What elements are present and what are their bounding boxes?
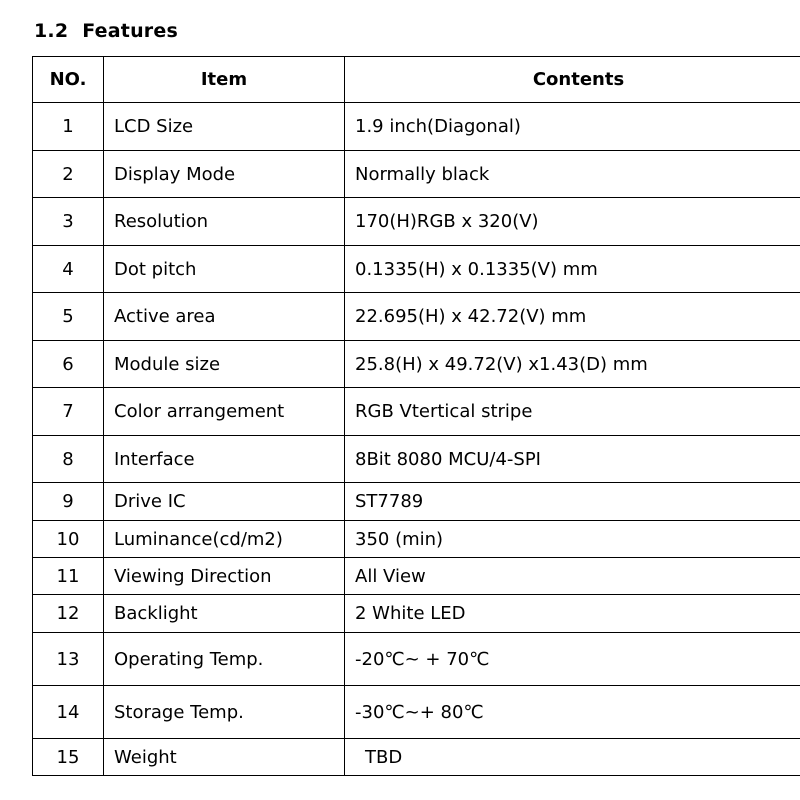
row-contents: ST7789 <box>345 483 800 521</box>
row-contents: Normally black <box>345 151 800 198</box>
row-number: 2 <box>33 151 104 198</box>
row-item: Luminance(cd/m2) <box>104 521 345 558</box>
header-no: NO. <box>33 57 104 103</box>
row-item: LCD Size <box>104 103 345 151</box>
row-contents: 1.9 inch(Diagonal) <box>345 103 800 151</box>
row-item: Display Mode <box>104 151 345 198</box>
row-item: Weight <box>104 739 345 776</box>
row-number: 4 <box>33 246 104 293</box>
row-item: Active area <box>104 293 345 341</box>
row-contents: 2 White LED <box>345 595 800 633</box>
section-heading <box>34 20 178 42</box>
row-number: 13 <box>33 633 104 686</box>
row-contents: 0.1335(H) x 0.1335(V) mm <box>345 246 800 293</box>
header-item: Item <box>104 57 345 103</box>
row-item: Resolution <box>104 198 345 246</box>
row-item: Backlight <box>104 595 345 633</box>
header-contents: Contents <box>345 57 800 103</box>
row-number: 11 <box>33 558 104 595</box>
row-number: 7 <box>33 388 104 436</box>
row-contents: -30℃~+ 80℃ <box>345 686 800 739</box>
table-row <box>33 739 800 776</box>
table-row <box>33 293 800 341</box>
row-number: 6 <box>33 341 104 388</box>
table-row <box>33 151 800 198</box>
row-contents: 170(H)RGB x 320(V) <box>345 198 800 246</box>
table-row <box>33 521 800 558</box>
table-row <box>33 633 800 686</box>
table-row <box>33 198 800 246</box>
row-item: Storage Temp. <box>104 686 345 739</box>
table-row <box>33 436 800 483</box>
section-title: Features <box>82 20 178 42</box>
table-row <box>33 103 800 151</box>
row-item: Dot pitch <box>104 246 345 293</box>
table-row <box>33 246 800 293</box>
row-contents: 22.695(H) x 42.72(V) mm <box>345 293 800 341</box>
row-number: 12 <box>33 595 104 633</box>
row-number: 3 <box>33 198 104 246</box>
row-number: 10 <box>33 521 104 558</box>
section-number: 1.2 <box>34 20 69 42</box>
row-contents: RGB Vtertical stripe <box>345 388 800 436</box>
row-contents: 25.8(H) x 49.72(V) x1.43(D) mm <box>345 341 800 388</box>
table-row <box>33 388 800 436</box>
row-number: 5 <box>33 293 104 341</box>
row-number: 1 <box>33 103 104 151</box>
row-item: Module size <box>104 341 345 388</box>
row-contents: TBD <box>345 739 800 776</box>
row-number: 14 <box>33 686 104 739</box>
table-row <box>33 595 800 633</box>
row-number: 15 <box>33 739 104 776</box>
table-row <box>33 341 800 388</box>
header-row <box>33 57 800 103</box>
row-item: Operating Temp. <box>104 633 345 686</box>
row-contents: All View <box>345 558 800 595</box>
table-row <box>33 686 800 739</box>
row-number: 9 <box>33 483 104 521</box>
row-item: Interface <box>104 436 345 483</box>
row-contents: 350 (min) <box>345 521 800 558</box>
row-item: Color arrangement <box>104 388 345 436</box>
row-item: Viewing Direction <box>104 558 345 595</box>
row-number: 8 <box>33 436 104 483</box>
row-item: Drive IC <box>104 483 345 521</box>
table-row <box>33 483 800 521</box>
row-contents: 8Bit 8080 MCU/4-SPI <box>345 436 800 483</box>
row-contents: -20℃~ + 70℃ <box>345 633 800 686</box>
table-row <box>33 558 800 595</box>
features-table <box>32 56 800 776</box>
